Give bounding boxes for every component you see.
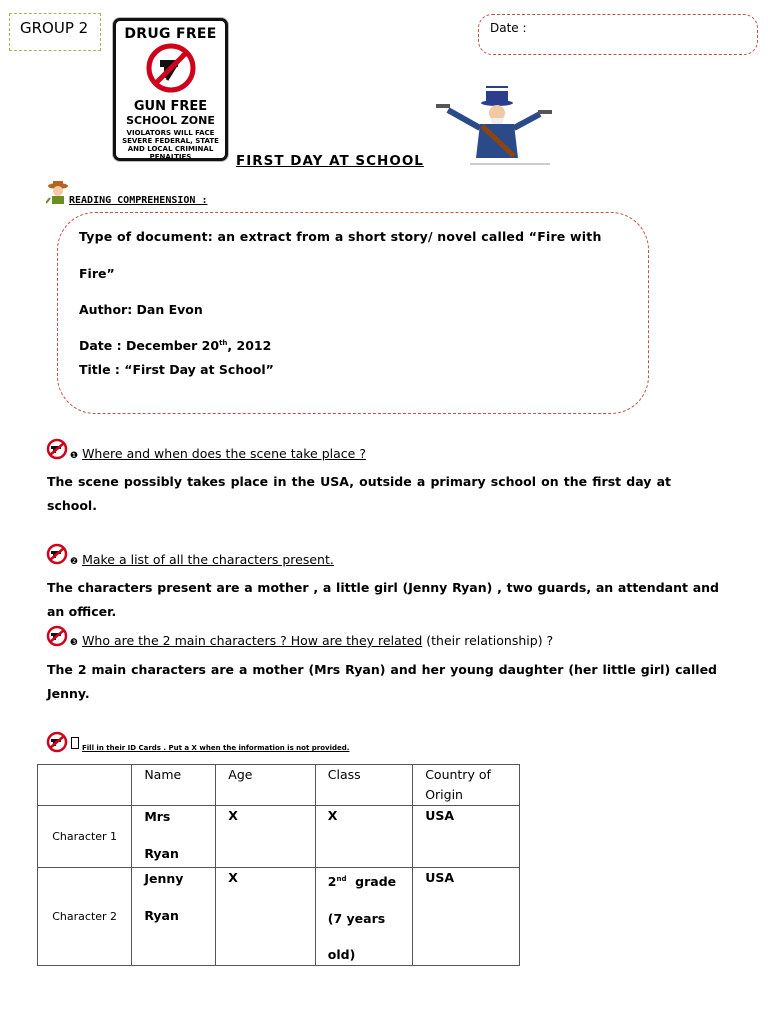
- date-line-suffix: , 2012: [227, 338, 272, 353]
- date-line-sup: th: [219, 338, 228, 347]
- table-header-cell: Age: [216, 765, 316, 806]
- id-cards-table: [37, 764, 520, 966]
- table-row: [38, 868, 520, 966]
- type-of-document-line-2: Fire”: [79, 266, 115, 281]
- answer-1: The scene possibly takes place in the USA, outside a primary school on the first day at school.: [47, 474, 671, 513]
- question-2-number: ❷: [70, 557, 79, 567]
- class-cell-sup: nd: [336, 875, 347, 883]
- reading-character-icon: [46, 180, 70, 206]
- row-label: Character 1: [38, 806, 132, 868]
- date-label: Date :: [490, 21, 527, 35]
- no-gun-icon: [46, 731, 68, 753]
- sign-line-3: SCHOOL ZONE: [126, 114, 215, 127]
- name-cell: [132, 806, 216, 868]
- author-line: Author: Dan Evon: [79, 302, 203, 317]
- question-4-text: Fill in their ID Cards . Put a X when the information is not provided.: [82, 744, 350, 752]
- row-label: Character 2: [38, 868, 132, 966]
- class-cell-prefix: 2: [327, 874, 337, 890]
- class-cell-line-1: [328, 870, 412, 891]
- age-cell: X: [216, 806, 316, 868]
- sign-line-1: DRUG FREE: [124, 26, 217, 42]
- name-cell-line-2: Ryan: [144, 908, 179, 923]
- sign-line-4: VIOLATORS WILL FACE SEVERE FEDERAL, STATE AND LOCAL CRIMINAL PENALTIES: [122, 129, 219, 161]
- question-3: [70, 633, 553, 648]
- sign-line-2: GUN FREE: [133, 99, 208, 114]
- type-of-document-line-1: Type of document: an extract from a short story/ novel called “Fire with: [79, 229, 602, 244]
- no-gun-icon: [46, 543, 68, 565]
- date-box: [478, 14, 758, 55]
- name-cell-line-1: Jenny: [144, 871, 184, 886]
- name-cell-line-2: Ryan: [144, 846, 179, 861]
- no-gun-icon: [46, 438, 68, 460]
- class-cell-line-2: (7 years: [327, 911, 386, 927]
- uncle-sam-cartoon: [430, 80, 562, 168]
- question-1-number: ❶: [70, 451, 79, 461]
- table-header-cell: Name: [132, 765, 216, 806]
- question-4-bullet-box: [71, 737, 79, 749]
- question-3-text: Who are the 2 main characters ? How are they related: [82, 633, 423, 648]
- table-header-cell: Class: [315, 765, 412, 806]
- page-title: FIRST DAY AT SCHOOL: [236, 153, 424, 169]
- table-header-row: [38, 765, 520, 806]
- table-header-cell: Country of Origin: [413, 765, 520, 806]
- age-cell: X: [216, 868, 316, 966]
- question-1-text: Where and when does the scene take place ?: [82, 446, 366, 461]
- question-2-text: Make a list of all the characters present.: [82, 552, 334, 567]
- class-cell-suffix: grade: [346, 874, 397, 890]
- answer-2: The characters present are a mother , a little girl (Jenny Ryan) , two guards, an attendant and an officer.: [47, 580, 719, 619]
- group-label-box: [9, 13, 101, 51]
- table-row: [38, 806, 520, 868]
- no-drugs-guns-icon: [143, 42, 199, 94]
- class-cell: X: [315, 806, 412, 868]
- title-line: Title : “First Day at School”: [79, 362, 274, 377]
- date-line-prefix: Date : December 20: [79, 338, 220, 353]
- question-1: [70, 446, 366, 461]
- table-header-cell: [38, 765, 132, 806]
- reading-comprehension-heading: READING COMPREHENSION :: [69, 195, 208, 206]
- drug-free-sign: [113, 18, 228, 161]
- name-cell: [132, 868, 216, 966]
- class-cell: [315, 868, 412, 966]
- class-cell-line-3: old): [327, 947, 356, 963]
- answer-3: The 2 main characters are a mother (Mrs Ryan) and her young daughter (her little girl) called Jenny.: [47, 662, 717, 701]
- group-label: GROUP 2: [20, 19, 89, 37]
- question-3-number: ❸: [70, 638, 79, 648]
- country-cell: USA: [413, 868, 520, 966]
- question-3-extra: (their relationship) ?: [422, 633, 554, 648]
- no-gun-icon: [46, 625, 68, 647]
- question-2: [70, 552, 334, 567]
- name-cell-line-1: Mrs: [144, 809, 171, 824]
- country-cell: USA: [413, 806, 520, 868]
- date-line: [79, 338, 271, 353]
